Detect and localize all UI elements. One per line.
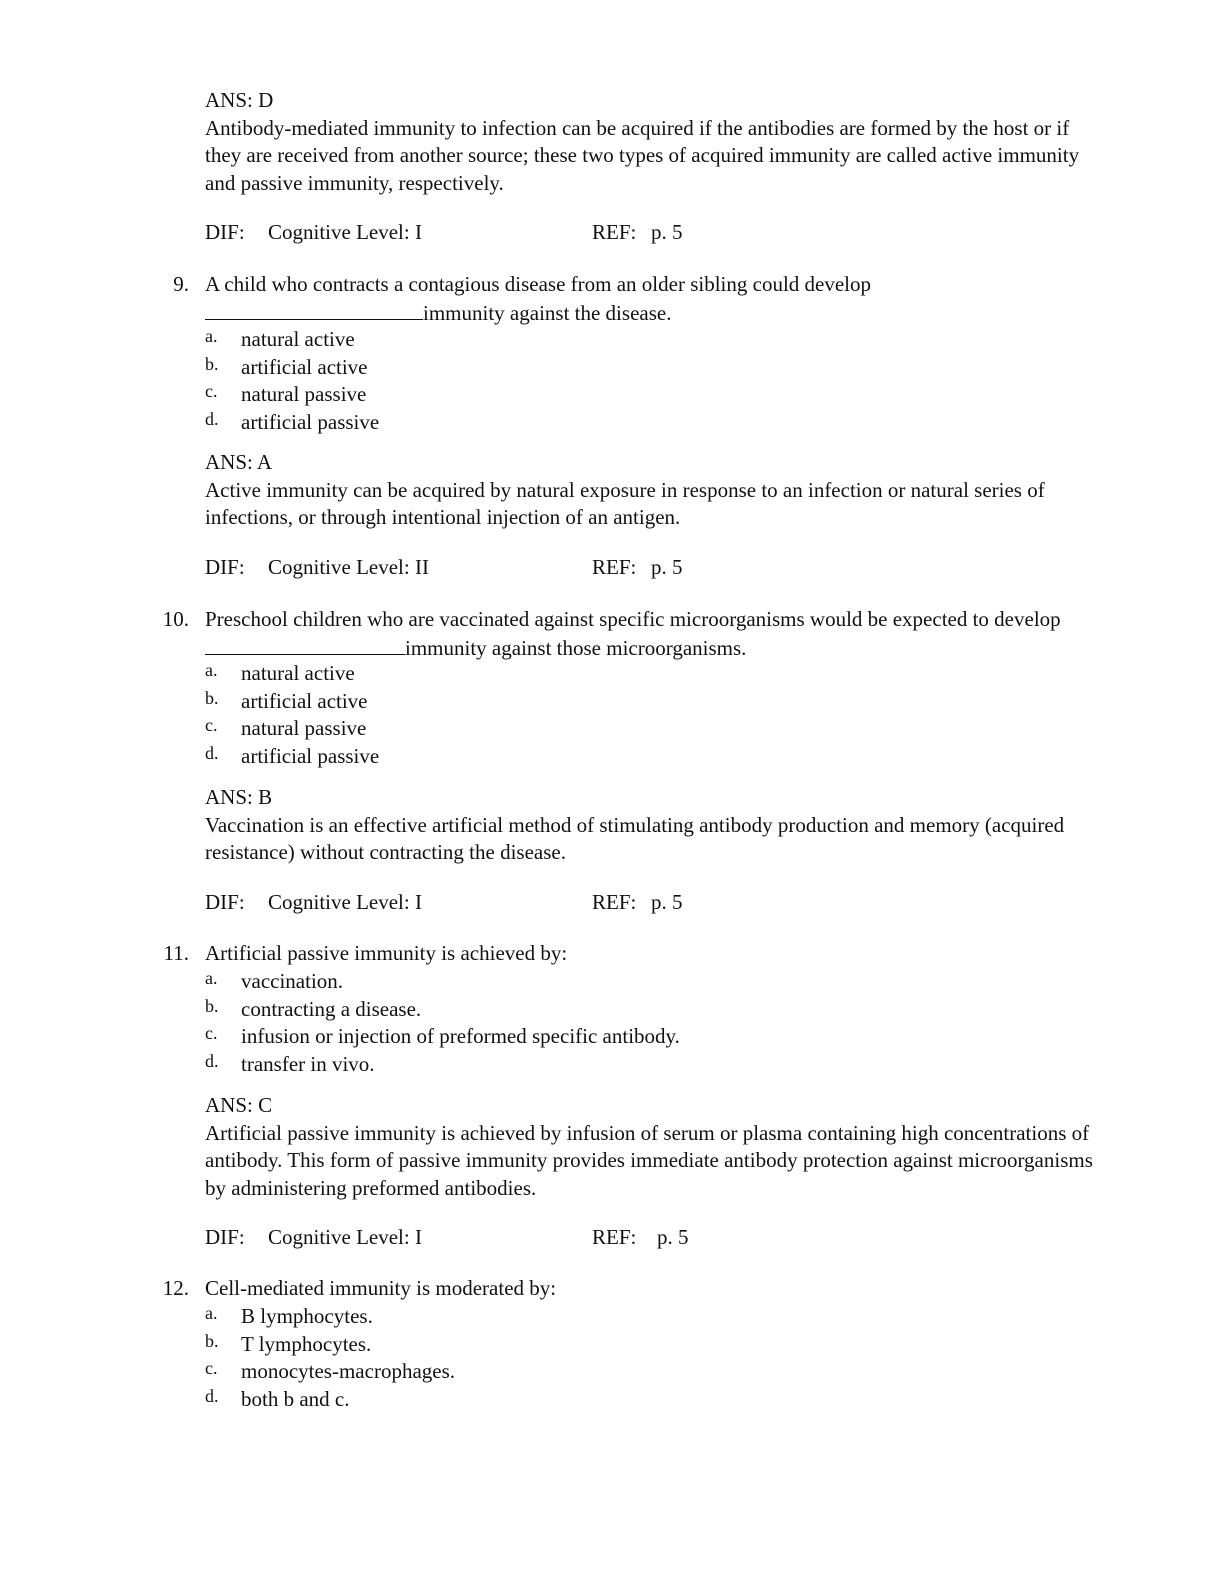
- option-a: a. natural active: [205, 326, 355, 351]
- question-number: 12.: [162, 1276, 189, 1300]
- ref-label: REF:: [592, 555, 637, 579]
- meta-row-q10: [205, 889, 1105, 916]
- answer-key: ANS: D: [205, 88, 274, 112]
- option-d: d. both b and c.: [205, 1385, 350, 1411]
- meta-row-q8: [205, 219, 1105, 246]
- dif-label: DIF:: [205, 1225, 245, 1249]
- question-text-end: immunity against those microorganisms.: [405, 635, 747, 660]
- ref-label: REF:: [592, 890, 637, 914]
- option-c: c. monocytes-macrophages.: [205, 1358, 456, 1383]
- ref-value: p. 5: [651, 555, 683, 579]
- question-number: 11.: [163, 941, 189, 965]
- meta-row-q11: [205, 1224, 1105, 1251]
- option-a: a. vaccination.: [205, 968, 344, 993]
- answer-block-q8: [205, 87, 1105, 197]
- ref-value: p. 5: [657, 1225, 689, 1249]
- option-d: d. artificial passive: [205, 742, 380, 768]
- option-c: c. natural passive: [205, 381, 367, 406]
- question-text: Cell-mediated immunity is moderated by:: [205, 1276, 557, 1300]
- question-text: Artificial passive immunity is achieved by:: [205, 941, 568, 965]
- answer-block-q10: [205, 784, 1105, 867]
- dif-value: Cognitive Level: I: [268, 220, 422, 244]
- answer-key: ANS: A: [205, 450, 273, 474]
- ref-label: REF:: [592, 1225, 637, 1249]
- answer-key: ANS: C: [205, 1093, 273, 1117]
- rationale-text: Artificial passive immunity is achieved by infusion of serum or plasma containing high concentrations of antibody. This form of passive immunity provides immediate antibody protection against microorganisms by administering preformed antibodies.: [205, 1120, 1093, 1200]
- dif-label: DIF:: [205, 555, 245, 579]
- dif-value: Cognitive Level: II: [268, 555, 429, 579]
- rationale-text: Active immunity can be acquired by natural exposure in response to an infection or natural series of infections, or through intentional injection of an antigen.: [205, 477, 1045, 529]
- options-q12: [205, 1303, 1105, 1413]
- dif-value: Cognitive Level: I: [268, 890, 422, 914]
- answer-blank: [205, 299, 423, 320]
- option-b: b. contracting a disease.: [205, 995, 422, 1021]
- option-d: d. artificial passive: [205, 408, 380, 434]
- ref-label: REF:: [592, 220, 637, 244]
- rationale-text: Vaccination is an effective artificial method of stimulating antibody production and memory (acquired resistance) without contracting the disease.: [205, 812, 1065, 864]
- dif-label: DIF:: [205, 890, 245, 914]
- option-c: c. natural passive: [205, 715, 367, 740]
- answer-blank: [205, 634, 405, 655]
- dif-label: DIF:: [205, 220, 245, 244]
- option-b: b. T lymphocytes.: [205, 1330, 372, 1356]
- option-c: c. infusion or injection of preformed specific antibody.: [205, 1023, 680, 1048]
- question-number: 10.: [162, 607, 189, 631]
- option-d: d. transfer in vivo.: [205, 1050, 375, 1076]
- options-q9: [205, 326, 1105, 436]
- dif-value: Cognitive Level: I: [268, 1225, 422, 1249]
- answer-key: ANS: B: [205, 785, 273, 809]
- answer-block-q11: [205, 1092, 1105, 1202]
- option-a: a. B lymphocytes.: [205, 1303, 373, 1328]
- answer-block-q9: [205, 449, 1105, 532]
- options-q10: [205, 660, 1105, 770]
- question-text-start: A child who contracts a contagious disease from an older sibling could develop: [205, 272, 872, 296]
- option-b: b. artificial active: [205, 353, 368, 379]
- ref-value: p. 5: [651, 890, 683, 914]
- ref-value: p. 5: [651, 220, 683, 244]
- rationale-text: Antibody-mediated immunity to infection can be acquired if the antibodies are formed by the host or if they are received from another source; these two types of acquired immunity are called active immunity and passive immunity, respectively.: [205, 115, 1080, 195]
- meta-row-q9: [205, 554, 1105, 581]
- options-q11: [205, 968, 1105, 1078]
- option-b: b. artificial active: [205, 687, 368, 713]
- option-a: a. natural active: [205, 660, 355, 685]
- question-text: [205, 606, 1105, 662]
- question-number: 9.: [173, 272, 189, 296]
- question-text-end: immunity against the disease.: [423, 300, 672, 325]
- question-text-start: Preschool children who are vaccinated against specific microorganisms would be expected to develop: [205, 607, 1061, 631]
- question-text: [205, 271, 1105, 327]
